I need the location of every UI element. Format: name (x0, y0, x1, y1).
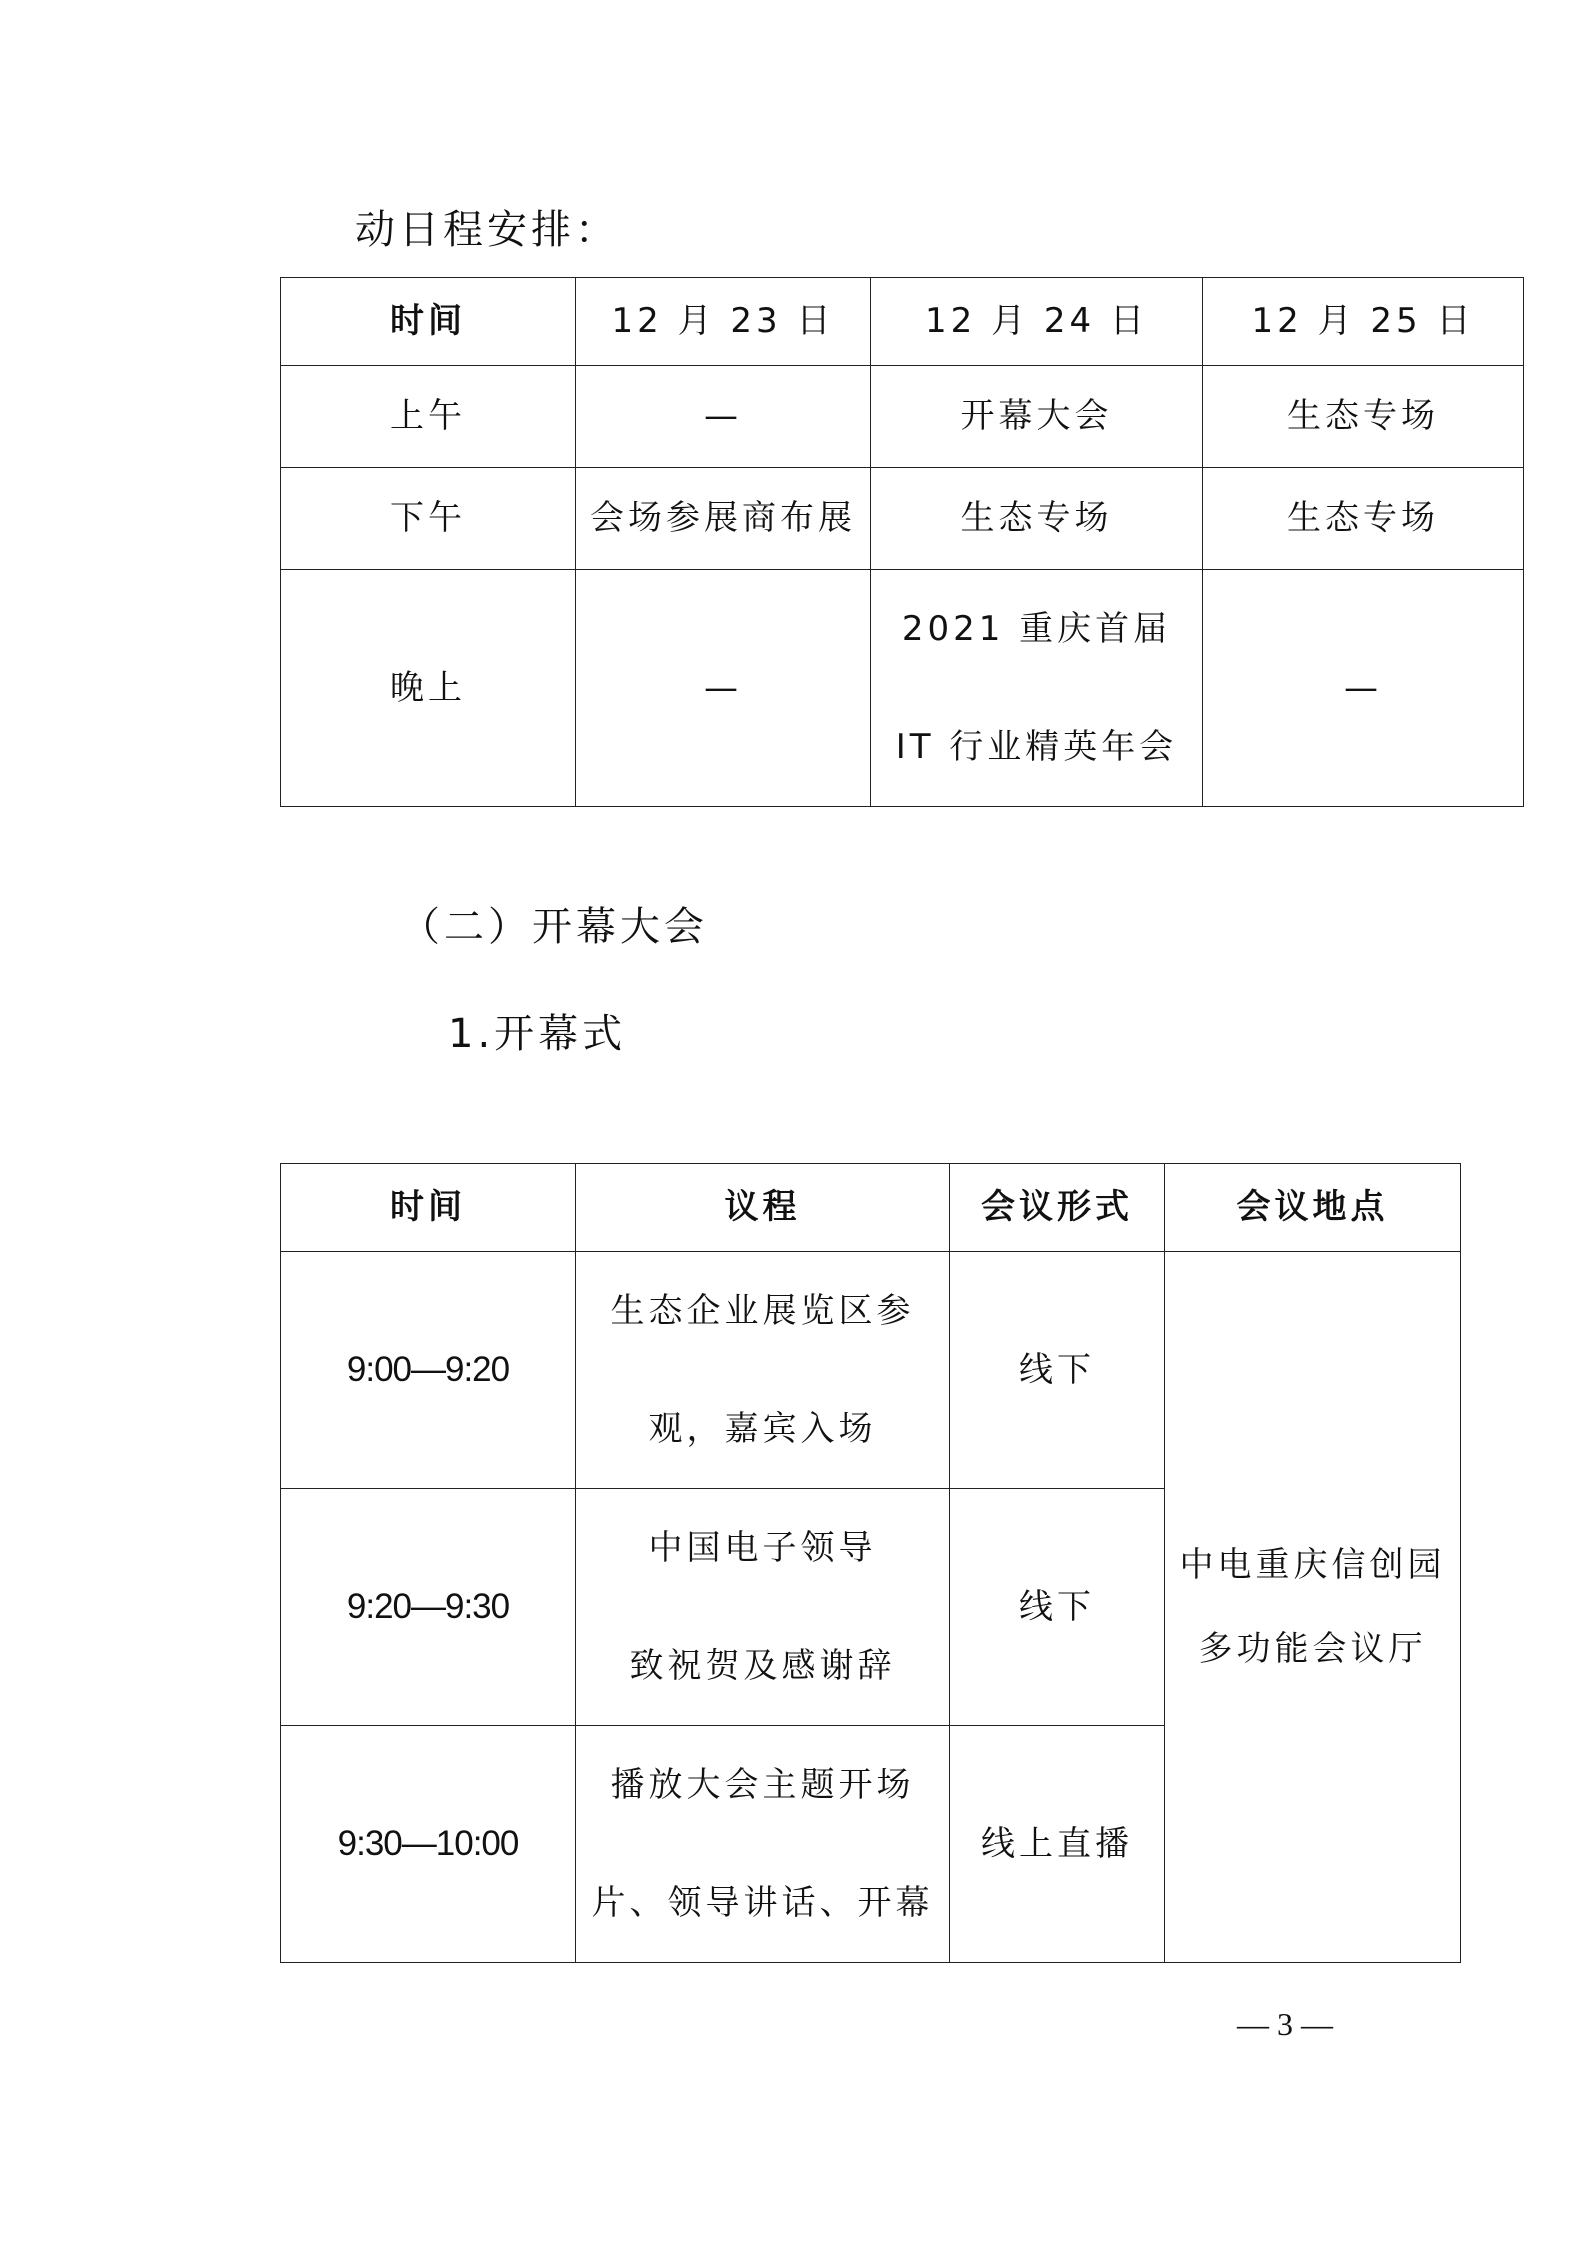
agenda-row (281, 1252, 1461, 1489)
cell-line: IT 行业精英年会 (895, 727, 1178, 767)
cell-line: 多功能会议厅 (1198, 1629, 1427, 1669)
cell-line: 中电重庆信创园 (1179, 1545, 1446, 1585)
agenda-item (576, 1726, 950, 1963)
schedule-row-label: 下午 (281, 468, 576, 570)
schedule-row-morning (281, 366, 1524, 468)
agenda-time: 9:00—9:20 (281, 1252, 576, 1489)
schedule-cell: — (576, 570, 871, 807)
cell-line: 致祝贺及感谢辞 (629, 1646, 896, 1686)
schedule-row-label: 晚上 (281, 570, 576, 807)
schedule-cell: — (576, 366, 871, 468)
agenda-header-format: 会议形式 (950, 1164, 1165, 1252)
agenda-header-venue: 会议地点 (1165, 1164, 1461, 1252)
section-heading: （二）开幕大会 (400, 904, 708, 950)
schedule-cell: 生态专场 (1203, 366, 1524, 468)
schedule-header-day1: 12 月 23 日 (576, 278, 871, 366)
cell-line: 片、领导讲话、开幕 (591, 1883, 934, 1923)
agenda-header-item: 议程 (576, 1164, 950, 1252)
agenda-table (280, 1163, 1461, 1963)
subsection-heading: 1.开幕式 (448, 1011, 627, 1057)
cell-line: 观，嘉宾入场 (648, 1409, 877, 1449)
agenda-header-row (281, 1164, 1461, 1252)
schedule-cell: 生态专场 (871, 468, 1203, 570)
agenda-format: 线下 (950, 1252, 1165, 1489)
agenda-format: 线上直播 (950, 1726, 1165, 1963)
schedule-table (280, 277, 1524, 807)
schedule-cell: — (1203, 570, 1524, 807)
schedule-row-label: 上午 (281, 366, 576, 468)
cell-line: 播放大会主题开场 (610, 1765, 915, 1805)
cell-line: 生态企业展览区参 (610, 1291, 915, 1331)
cell-line: 2021 重庆首届 (901, 609, 1172, 649)
agenda-item (576, 1252, 950, 1489)
page-number: — 3 — (1237, 2006, 1333, 2042)
agenda-time: 9:20—9:30 (281, 1489, 576, 1726)
agenda-header-time: 时间 (281, 1164, 576, 1252)
schedule-cell: 会场参展商布展 (576, 468, 871, 570)
agenda-venue (1165, 1252, 1461, 1963)
agenda-item (576, 1489, 950, 1726)
schedule-header-time: 时间 (281, 278, 576, 366)
schedule-cell-gala (871, 570, 1203, 807)
intro-line: 动日程安排： (355, 207, 619, 253)
agenda-time: 9:30—10:00 (281, 1726, 576, 1963)
schedule-row-afternoon (281, 468, 1524, 570)
schedule-cell: 开幕大会 (871, 366, 1203, 468)
cell-line: 中国电子领导 (648, 1528, 877, 1568)
agenda-format: 线下 (950, 1489, 1165, 1726)
schedule-header-day2: 12 月 24 日 (871, 278, 1203, 366)
schedule-cell: 生态专场 (1203, 468, 1524, 570)
schedule-header-day3: 12 月 25 日 (1203, 278, 1524, 366)
schedule-header-row (281, 278, 1524, 366)
schedule-row-evening (281, 570, 1524, 807)
